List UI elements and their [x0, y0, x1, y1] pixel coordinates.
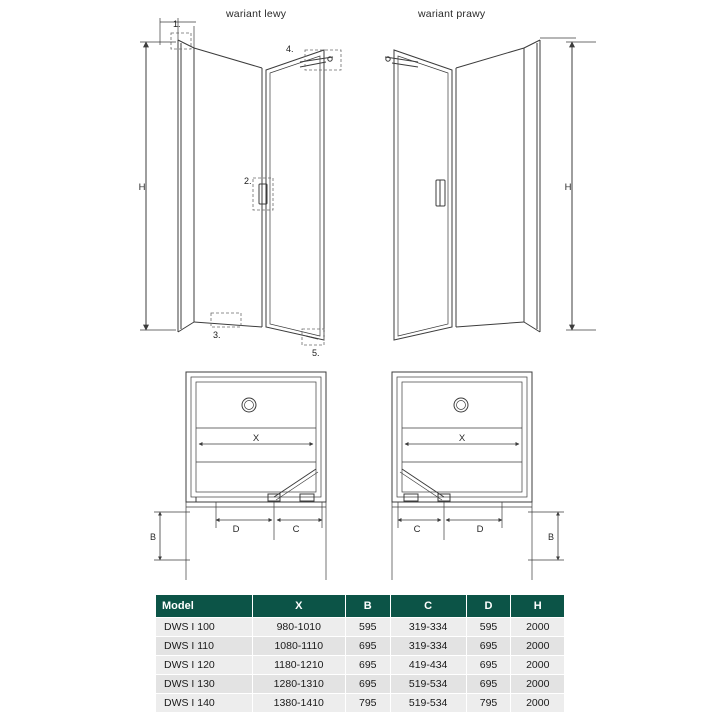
cell-b: 695: [345, 656, 390, 675]
dimension-label-b-left: B: [149, 532, 157, 542]
table-header-c: C: [390, 595, 466, 618]
table-header-x: X: [252, 595, 345, 618]
table-row: [156, 637, 565, 656]
table-row: [156, 675, 565, 694]
table-row: [156, 618, 565, 637]
cell-d: 695: [466, 637, 511, 656]
elevation-right: [385, 40, 540, 340]
dimension-label-d-right: D: [476, 524, 484, 535]
dimension-label-b-right: B: [547, 532, 555, 542]
dimension-label-x-left: X: [252, 433, 260, 444]
plan-right: [392, 372, 532, 580]
cell-c: 319-334: [390, 637, 466, 656]
variant-left-label: wariant lewy: [226, 8, 287, 20]
cell-x: 980-1010: [252, 618, 345, 637]
cell-c: 519-534: [390, 694, 466, 713]
cell-x: 1280-1310: [252, 675, 345, 694]
specification-table: [155, 594, 565, 713]
cell-c: 319-334: [390, 618, 466, 637]
cell-model: DWS I 120: [156, 656, 253, 675]
elevation-left: [178, 40, 333, 342]
cell-h: 2000: [511, 637, 565, 656]
cell-d: 795: [466, 694, 511, 713]
cell-h: 2000: [511, 694, 565, 713]
cell-d: 595: [466, 618, 511, 637]
table-row: [156, 656, 565, 675]
table-header-d: D: [466, 595, 511, 618]
dimension-label-x-right: X: [458, 433, 466, 444]
cell-x: 1180-1210: [252, 656, 345, 675]
cell-d: 695: [466, 656, 511, 675]
table-header-h: H: [511, 595, 565, 618]
dimension-label-c-right: C: [413, 524, 421, 535]
callout-label-2: 2.: [244, 176, 252, 186]
table-header-model: Model: [156, 595, 253, 618]
table-header-b: B: [345, 595, 390, 618]
dimension-label-height-right: H: [564, 182, 572, 193]
dimension-label-d-left: D: [232, 524, 240, 535]
cell-h: 2000: [511, 675, 565, 694]
cell-c: 419-434: [390, 656, 466, 675]
callout-label-4: 4.: [286, 44, 294, 54]
cell-x: 1080-1110: [252, 637, 345, 656]
cell-b: 795: [345, 694, 390, 713]
table-header-row: [156, 595, 565, 618]
plan-left: [186, 372, 326, 580]
cell-h: 2000: [511, 656, 565, 675]
dimension-label-c-left: C: [292, 524, 300, 535]
cell-model: DWS I 110: [156, 637, 253, 656]
cell-x: 1380-1410: [252, 694, 345, 713]
callout-label-1: 1.: [173, 19, 181, 29]
dimension-label-height-left: H: [138, 182, 146, 193]
callout-box-5: [302, 329, 324, 345]
cell-h: 2000: [511, 618, 565, 637]
callout-label-5: 5.: [312, 348, 320, 358]
cell-d: 695: [466, 675, 511, 694]
cell-model: DWS I 100: [156, 618, 253, 637]
cell-c: 519-534: [390, 675, 466, 694]
cell-model: DWS I 130: [156, 675, 253, 694]
cell-model: DWS I 140: [156, 694, 253, 713]
callout-label-3: 3.: [213, 330, 221, 340]
cell-b: 595: [345, 618, 390, 637]
cell-b: 695: [345, 675, 390, 694]
table-row: [156, 694, 565, 713]
variant-right-label: wariant prawy: [418, 8, 486, 20]
cell-b: 695: [345, 637, 390, 656]
